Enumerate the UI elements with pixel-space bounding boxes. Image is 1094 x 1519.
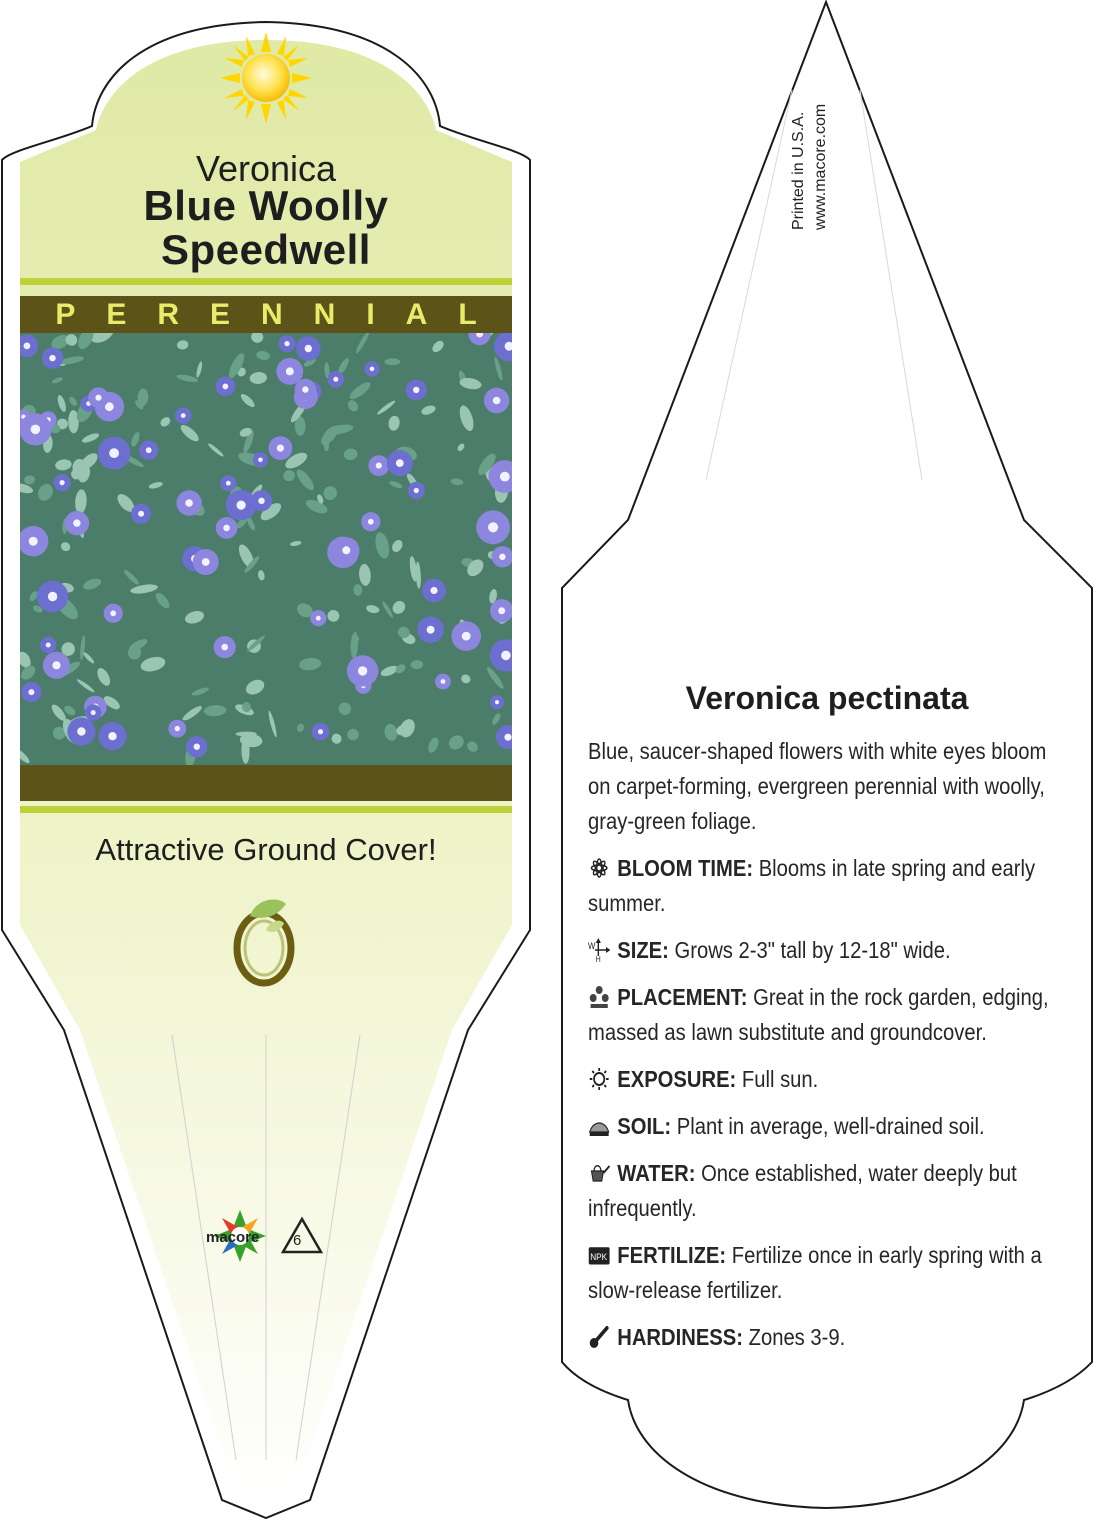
- attr-placement: [588, 980, 1066, 1050]
- genus-name: Veronica: [195, 148, 337, 189]
- attr-size: [588, 933, 1066, 968]
- care-info: [588, 734, 1066, 1367]
- tagline: Attractive Ground Cover!: [95, 832, 437, 867]
- common-name-line2: Speedwell: [161, 226, 371, 273]
- size-w-label: W: [588, 940, 596, 952]
- printed-info: [740, 62, 920, 232]
- attr-label: EXPOSURE:: [617, 1066, 737, 1092]
- watering-can-icon: [588, 1161, 610, 1185]
- attr-text: Full sun.: [741, 1066, 819, 1092]
- thermometer-icon: [588, 1325, 610, 1349]
- attr-label: BLOOM TIME:: [617, 855, 754, 881]
- attr-text: Fertilize once in early spring with a slow-release fertilizer.: [588, 1242, 1042, 1303]
- brand-name: macore: [206, 1229, 260, 1246]
- npk-label: NPK: [590, 1251, 608, 1263]
- printed-in-usa: Printed in U.S.A.: [790, 111, 807, 230]
- attr-hardiness: [588, 1320, 1066, 1355]
- attr-label: FERTILIZE:: [617, 1242, 727, 1268]
- attr-label: PLACEMENT:: [617, 984, 748, 1010]
- printed-info-text: [788, 60, 832, 230]
- attr-soil: [588, 1109, 1066, 1144]
- attr-water: [588, 1156, 1066, 1226]
- attr-label: SOIL:: [617, 1113, 672, 1139]
- category-label: PERENNIAL: [55, 298, 508, 331]
- attr-text: Blooms in late spring and early summer.: [588, 855, 1036, 916]
- attr-label: SIZE:: [617, 937, 669, 963]
- website: www.macore.com: [812, 103, 829, 230]
- attr-text: Zones 3-9.: [748, 1324, 846, 1350]
- attr-text: Grows 2-3" tall by 12-18" wide.: [674, 937, 951, 963]
- soil-mound-icon: [588, 1114, 610, 1138]
- description: Blue, saucer-shaped flowers with white eyes bloom on carpet-forming, evergreen perennial with woolly, gray-green foliage.: [588, 738, 1047, 834]
- recycle-code: 6: [293, 1232, 302, 1249]
- flower-icon: [588, 856, 610, 880]
- attr-text: Plant in average, well-drained soil.: [676, 1113, 985, 1139]
- attr-text: Great in the rock garden, edging, massed as lawn substitute and groundcover.: [588, 984, 1049, 1045]
- sun-outline-icon: [588, 1067, 610, 1091]
- attr-text: Once established, water deeply but infrequently.: [588, 1160, 1017, 1221]
- placement-flowers-icon: [588, 985, 610, 1009]
- species-name: Veronica pectinata: [685, 680, 969, 716]
- attr-fertilize: [588, 1238, 1066, 1308]
- common-name-line1: Blue Woolly: [143, 182, 389, 229]
- size-h-label: H: [595, 954, 601, 962]
- attr-bloom-time: [588, 851, 1066, 921]
- npk-fertilizer-icon: [588, 1243, 610, 1267]
- attr-label: WATER:: [617, 1160, 696, 1186]
- attr-exposure: [588, 1062, 1066, 1097]
- size-arrows-icon: [588, 938, 610, 962]
- attr-label: HARDINESS:: [617, 1324, 744, 1350]
